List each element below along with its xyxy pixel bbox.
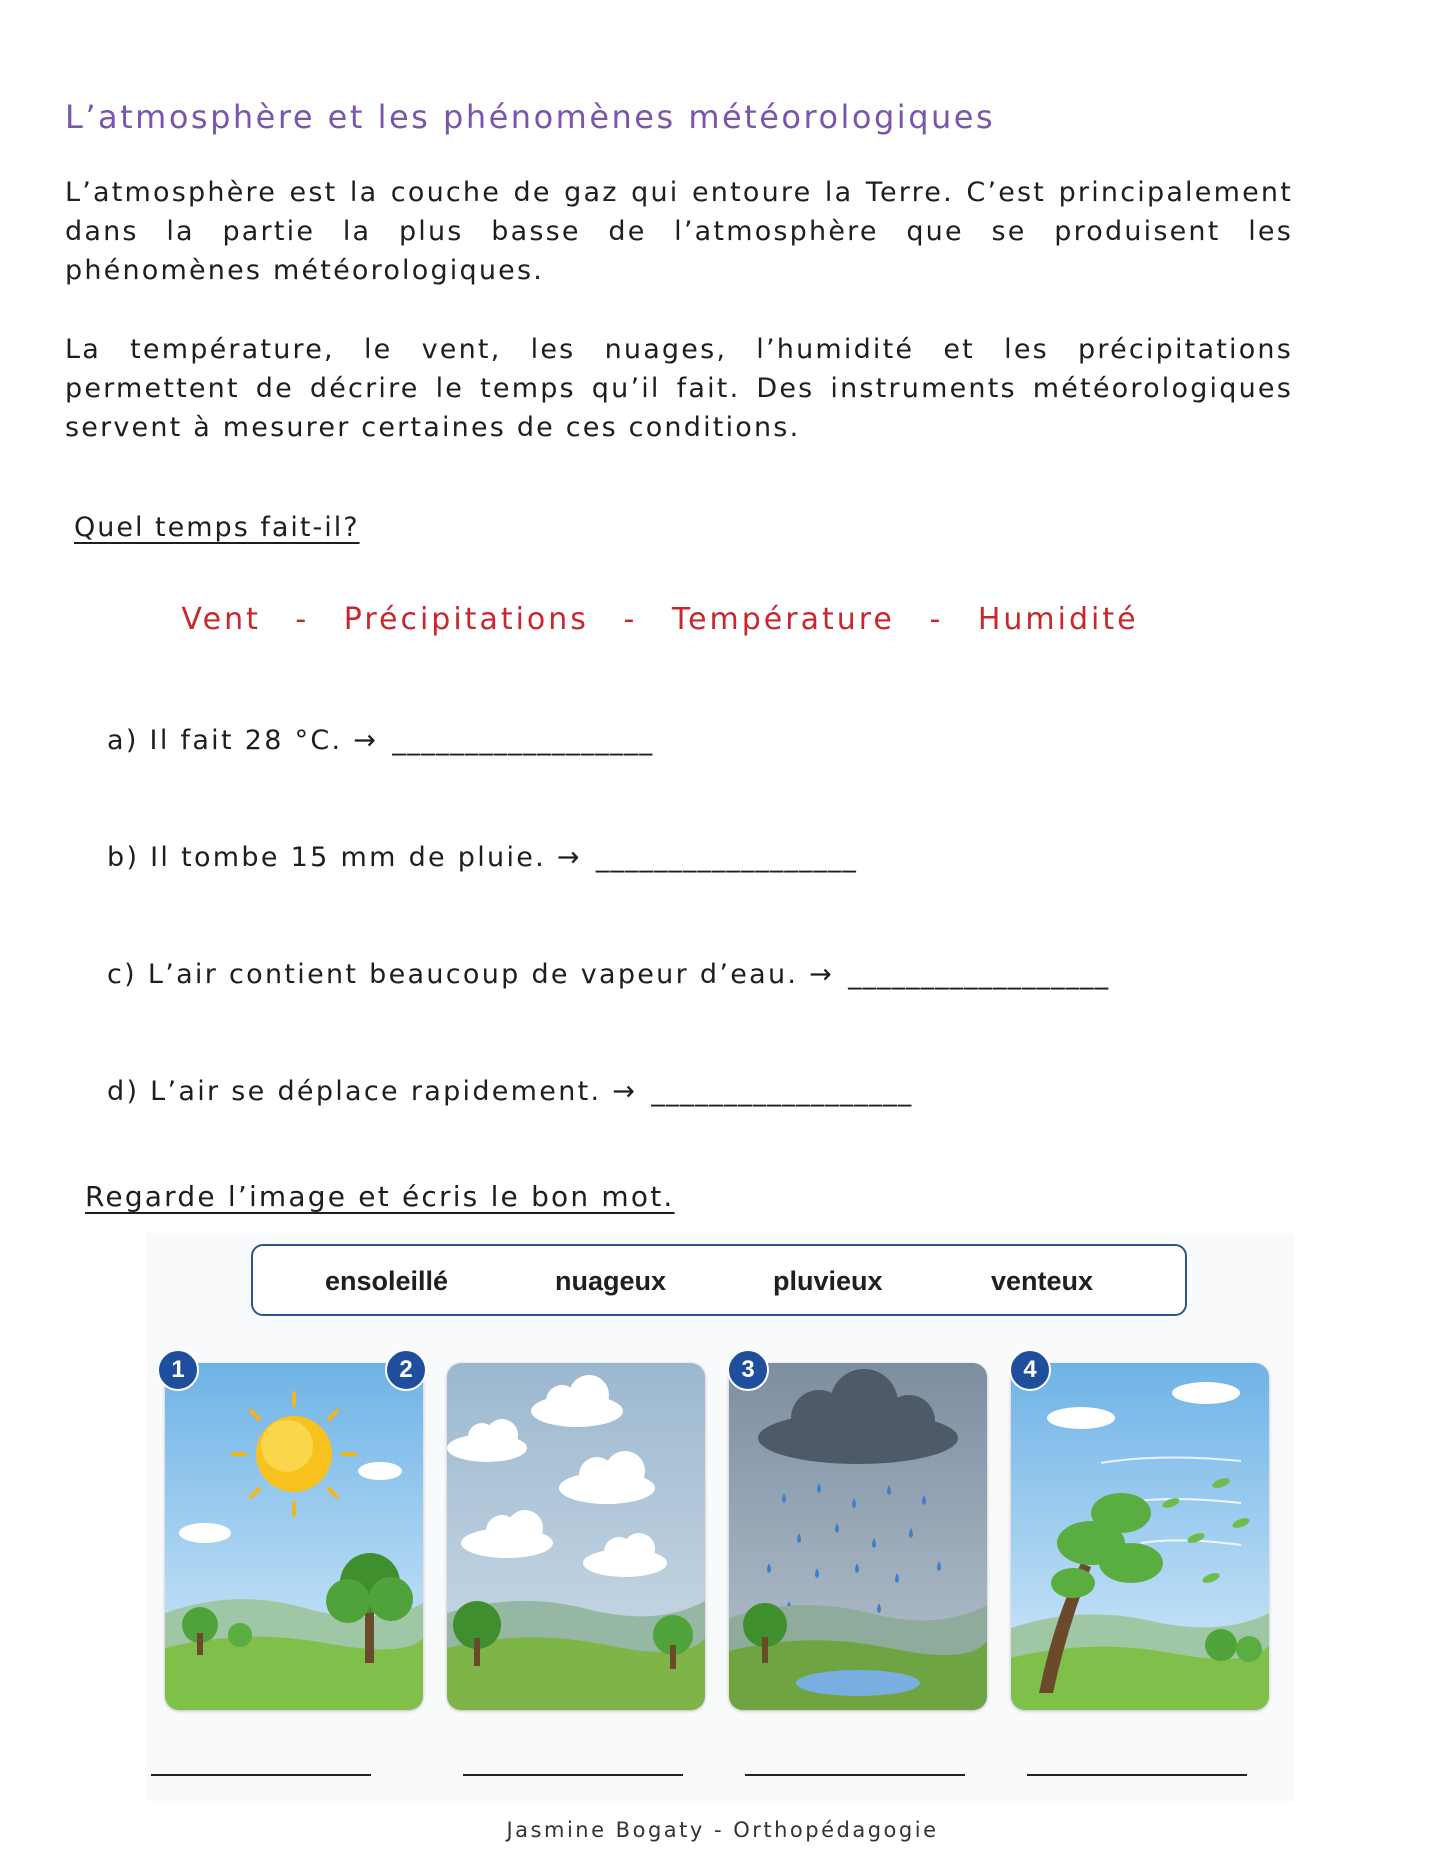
answer-line[interactable] (151, 1774, 371, 1776)
rainy-weather-image (729, 1363, 987, 1710)
answer-line[interactable] (745, 1774, 965, 1776)
choice-venteux: venteux (991, 1266, 1094, 1296)
answer-blank[interactable]: __________________ (392, 725, 654, 756)
card-number-badge: 3 (727, 1349, 769, 1391)
intro-paragraph-1: L’atmosphère est la couche de gaz qui entoure la Terre. C’est principalement dans la partie la plus basse de l’atmosphère que se produisent les phénomènes météorologiques. (65, 177, 1293, 286)
card-number-badge: 2 (385, 1349, 427, 1391)
word-bank-separator: - (295, 602, 310, 637)
answer-blank[interactable]: __________________ (595, 842, 857, 873)
page-title: L’atmosphère et les phénomènes météorologiques (65, 98, 996, 136)
sunny-weather-image (165, 1363, 423, 1710)
choice-ensoleille: ensoleillé (325, 1266, 449, 1296)
word-bank-separator: - (623, 602, 638, 637)
question-text: c) L’air contient beaucoup de vapeur d’eau. → (107, 959, 835, 990)
question-a (107, 725, 653, 756)
word-bank-separator: - (929, 602, 944, 637)
answer-blank[interactable]: __________________ (848, 959, 1110, 990)
question-d (107, 1076, 912, 1107)
word-bank-item: Précipitations (343, 602, 589, 637)
answer-line[interactable] (463, 1774, 683, 1776)
word-bank (0, 602, 1320, 637)
section-heading-weather: Quel temps fait-il? (74, 512, 360, 543)
question-b (107, 842, 857, 873)
choice-nuageux: nuageux (555, 1266, 667, 1296)
word-bank-item: Humidité (977, 602, 1139, 637)
answer-line[interactable] (1027, 1774, 1247, 1776)
answer-blank[interactable]: __________________ (651, 1076, 913, 1107)
footer-credit: Jasmine Bogaty - Orthopédagogie (506, 1818, 939, 1842)
word-bank-item: Température (671, 602, 895, 637)
question-c (107, 959, 1109, 990)
image-exercise (147, 1233, 1295, 1801)
question-text: a) Il fait 28 °C. → (107, 725, 379, 756)
windy-weather-image (1011, 1363, 1269, 1710)
section-heading-image: Regarde l’image et écris le bon mot. (85, 1180, 675, 1213)
card-number-badge: 4 (1009, 1349, 1051, 1391)
question-text: d) L’air se déplace rapidement. → (107, 1076, 638, 1107)
card-number-badge: 1 (157, 1349, 199, 1391)
intro-paragraph-2: La température, le vent, les nuages, l’humidité et les précipitations permettent de décrire le temps qu’il fait. Des instruments météorologiques servent à mesurer certaines de ces conditions. (65, 334, 1293, 443)
word-bank-item: Vent (181, 602, 261, 637)
cloudy-weather-image (447, 1363, 705, 1710)
choices-box (251, 1244, 1187, 1316)
question-text: b) Il tombe 15 mm de pluie. → (107, 842, 582, 873)
choice-pluvieux: pluvieux (773, 1266, 883, 1296)
